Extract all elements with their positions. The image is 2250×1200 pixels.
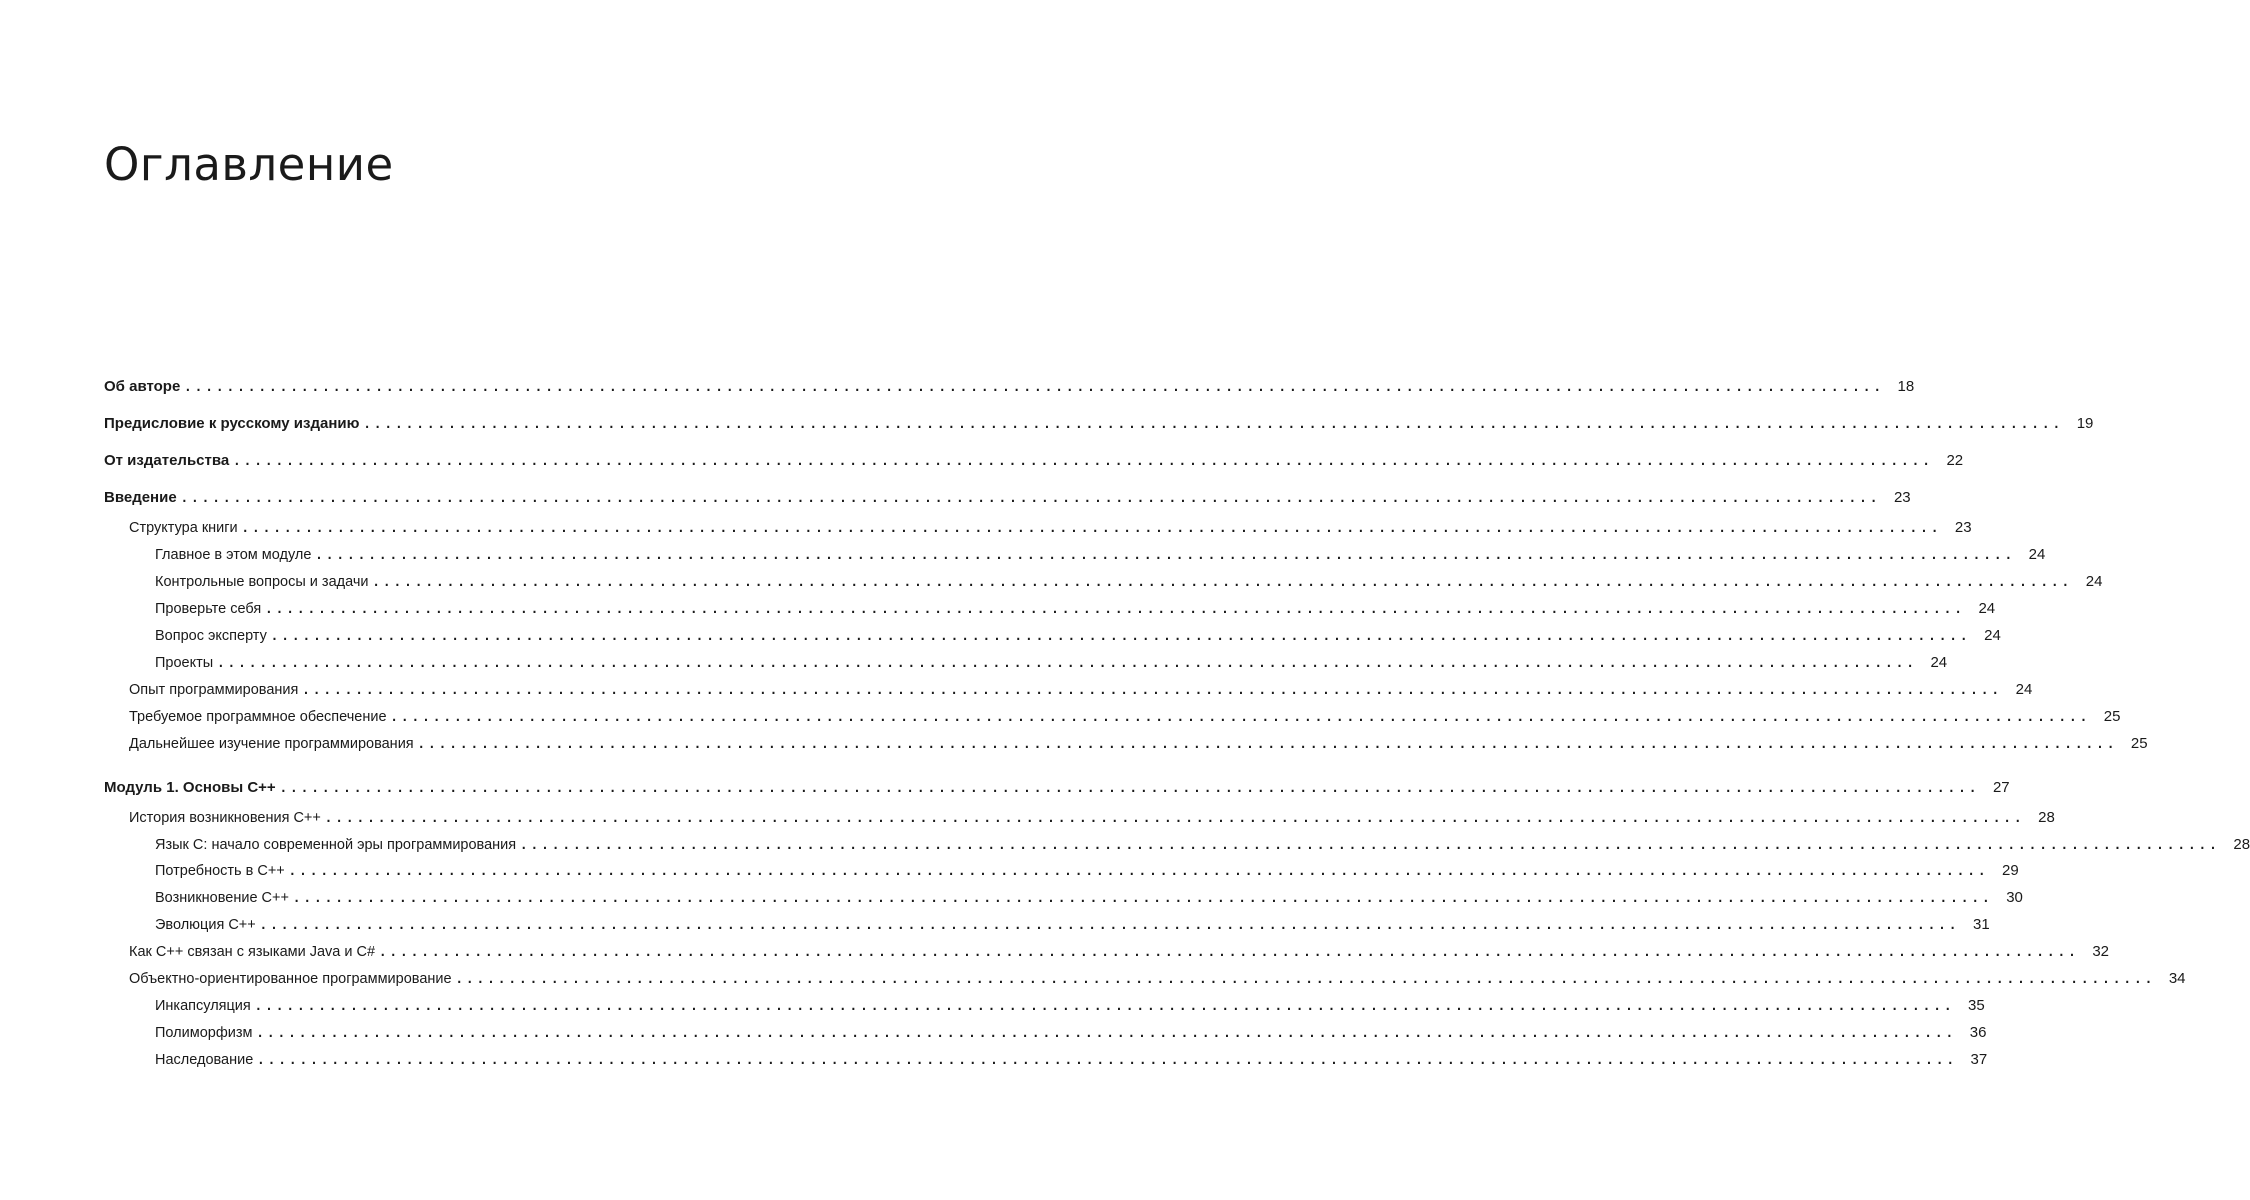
toc-entry[interactable] [129,705,2121,729]
toc-entry-title: Наследование [155,1052,254,1068]
toc-page-number: 24 [1930,654,1948,671]
dot-leader: ................................................................................................................................................................ [259,918,1960,932]
toc-page-number: 24 [2028,546,2046,563]
toc-entry[interactable] [104,776,2010,800]
toc-page-number: 22 [1946,452,1964,469]
dot-leader: ................................................................................................................................................................ [520,838,2221,852]
toc-entry[interactable] [155,570,2103,594]
toc-page-number: 25 [2103,708,2121,725]
toc-entry-title: Объектно-ориентированное программирование [129,971,452,987]
toc-page-number: 35 [1968,997,1985,1014]
dot-leader: ................................................................................................................................................................ [254,999,1955,1013]
dot-leader: ................................................................................................................................................................ [184,380,1885,394]
toc-entry-title: Эволюция C++ [155,917,256,933]
toc-entry[interactable] [155,886,2023,910]
toc-page-number: 29 [2002,862,2019,879]
toc-page-number: 24 [2085,573,2103,590]
toc-page-number: 27 [1992,779,2010,796]
dot-leader: ................................................................................................................................................................ [417,737,2118,751]
toc-page-number: 24 [1978,600,1996,617]
toc-page-number: 23 [1954,519,1972,536]
toc-entry[interactable] [155,624,2001,648]
toc-entry[interactable] [129,678,2033,702]
toc-entry[interactable] [129,732,2148,756]
toc-entry[interactable] [104,449,1964,473]
toc-entry[interactable] [155,597,1996,621]
toc-entry[interactable] [129,806,2055,830]
toc-entry-title: Введение [104,489,177,506]
toc-entry-title: Опыт программирования [129,682,299,698]
toc-page-number: 24 [2015,681,2033,698]
page-title: Оглавление [104,138,394,191]
toc-entry[interactable] [155,1048,1988,1072]
toc-entry-title: Структура книги [129,520,238,536]
toc-entry[interactable] [129,516,1972,540]
toc-entry[interactable] [155,994,1985,1018]
dot-leader: ................................................................................................................................................................ [233,454,1934,468]
dot-leader: ................................................................................................................................................................ [217,656,1918,670]
toc-entry-title: Язык C: начало современной эры программирования [155,837,517,853]
toc-page-number: 25 [2130,735,2148,752]
dot-leader: ................................................................................................................................................................ [455,972,2156,986]
toc-entry-title: Дальнейшее изучение программирования [129,736,414,752]
toc-entry[interactable] [129,940,2109,964]
toc-page-number: 18 [1897,378,1915,395]
dot-leader: ................................................................................................................................................................ [288,864,1989,878]
dot-leader: ................................................................................................................................................................ [379,945,2079,959]
dot-leader: ................................................................................................................................................................ [363,417,2064,431]
toc-page-number: 32 [2092,943,2109,960]
dot-leader: ................................................................................................................................................................ [302,683,2003,697]
toc-page-number: 28 [2233,836,2250,853]
toc-page-number: 19 [2076,415,2094,432]
toc-entry-title: Требуемое программное обеспечение [129,709,387,725]
dot-leader: ................................................................................................................................................................ [390,710,2091,724]
toc-entry-title: Возникновение C++ [155,890,289,906]
dot-leader: ................................................................................................................................................................ [180,491,1881,505]
dot-leader: ................................................................................................................................................................ [372,575,2073,589]
toc-page-number: 23 [1893,489,1911,506]
toc-entry[interactable] [129,967,2186,991]
toc-entry[interactable] [155,833,2250,857]
toc-entry[interactable] [104,486,1911,510]
toc-entry[interactable] [155,859,2019,883]
toc-entry[interactable] [155,543,2046,567]
toc-entry-title: От издательства [104,452,230,469]
dot-leader: ................................................................................................................................................................ [241,521,1942,535]
toc-entry-title: История возникновения C++ [129,810,321,826]
dot-leader: ................................................................................................................................................................ [257,1053,1958,1067]
toc-entry-title: Полиморфизм [155,1025,253,1041]
toc-entry[interactable] [155,651,1948,675]
toc-entry-title: Модуль 1. Основы C++ [104,779,276,796]
toc-entry[interactable] [104,375,1915,399]
toc-entry-title: Как C++ связан с языками Java и C# [129,944,376,960]
toc-entry-title: Об авторе [104,378,181,395]
toc-entry-title: Проверьте себя [155,601,262,617]
toc-entry-title: Проекты [155,655,214,671]
toc-entry-title: Главное в этом модуле [155,547,312,563]
dot-leader: ................................................................................................................................................................ [270,629,1971,643]
dot-leader: ................................................................................................................................................................ [279,781,1980,795]
toc-entry-title: Инкапсуляция [155,998,251,1014]
toc-entry[interactable] [155,1021,1987,1045]
toc-page-number: 28 [2038,809,2055,826]
dot-leader: ................................................................................................................................................................ [324,811,2025,825]
dot-leader: ................................................................................................................................................................ [315,548,2016,562]
dot-leader: ................................................................................................................................................................ [256,1026,1957,1040]
toc-page-number: 24 [1984,627,2001,644]
dot-leader: ................................................................................................................................................................ [292,891,1993,905]
toc-entry-title: Контрольные вопросы и задачи [155,574,369,590]
toc-page-number: 31 [1973,916,1990,933]
toc-entry-title: Предисловие к русскому изданию [104,415,360,432]
toc-page-number: 30 [2006,889,2023,906]
toc-page-number: 34 [2168,970,2186,987]
toc-entry[interactable] [155,913,1990,937]
toc-page-number: 36 [1969,1024,1987,1041]
toc-entry[interactable] [104,412,2094,436]
toc-entry-title: Потребность в C++ [155,863,285,879]
toc-entry-title: Вопрос эксперту [155,628,267,644]
toc-page-number: 37 [1970,1051,1988,1068]
dot-leader: ................................................................................................................................................................ [265,602,1966,616]
